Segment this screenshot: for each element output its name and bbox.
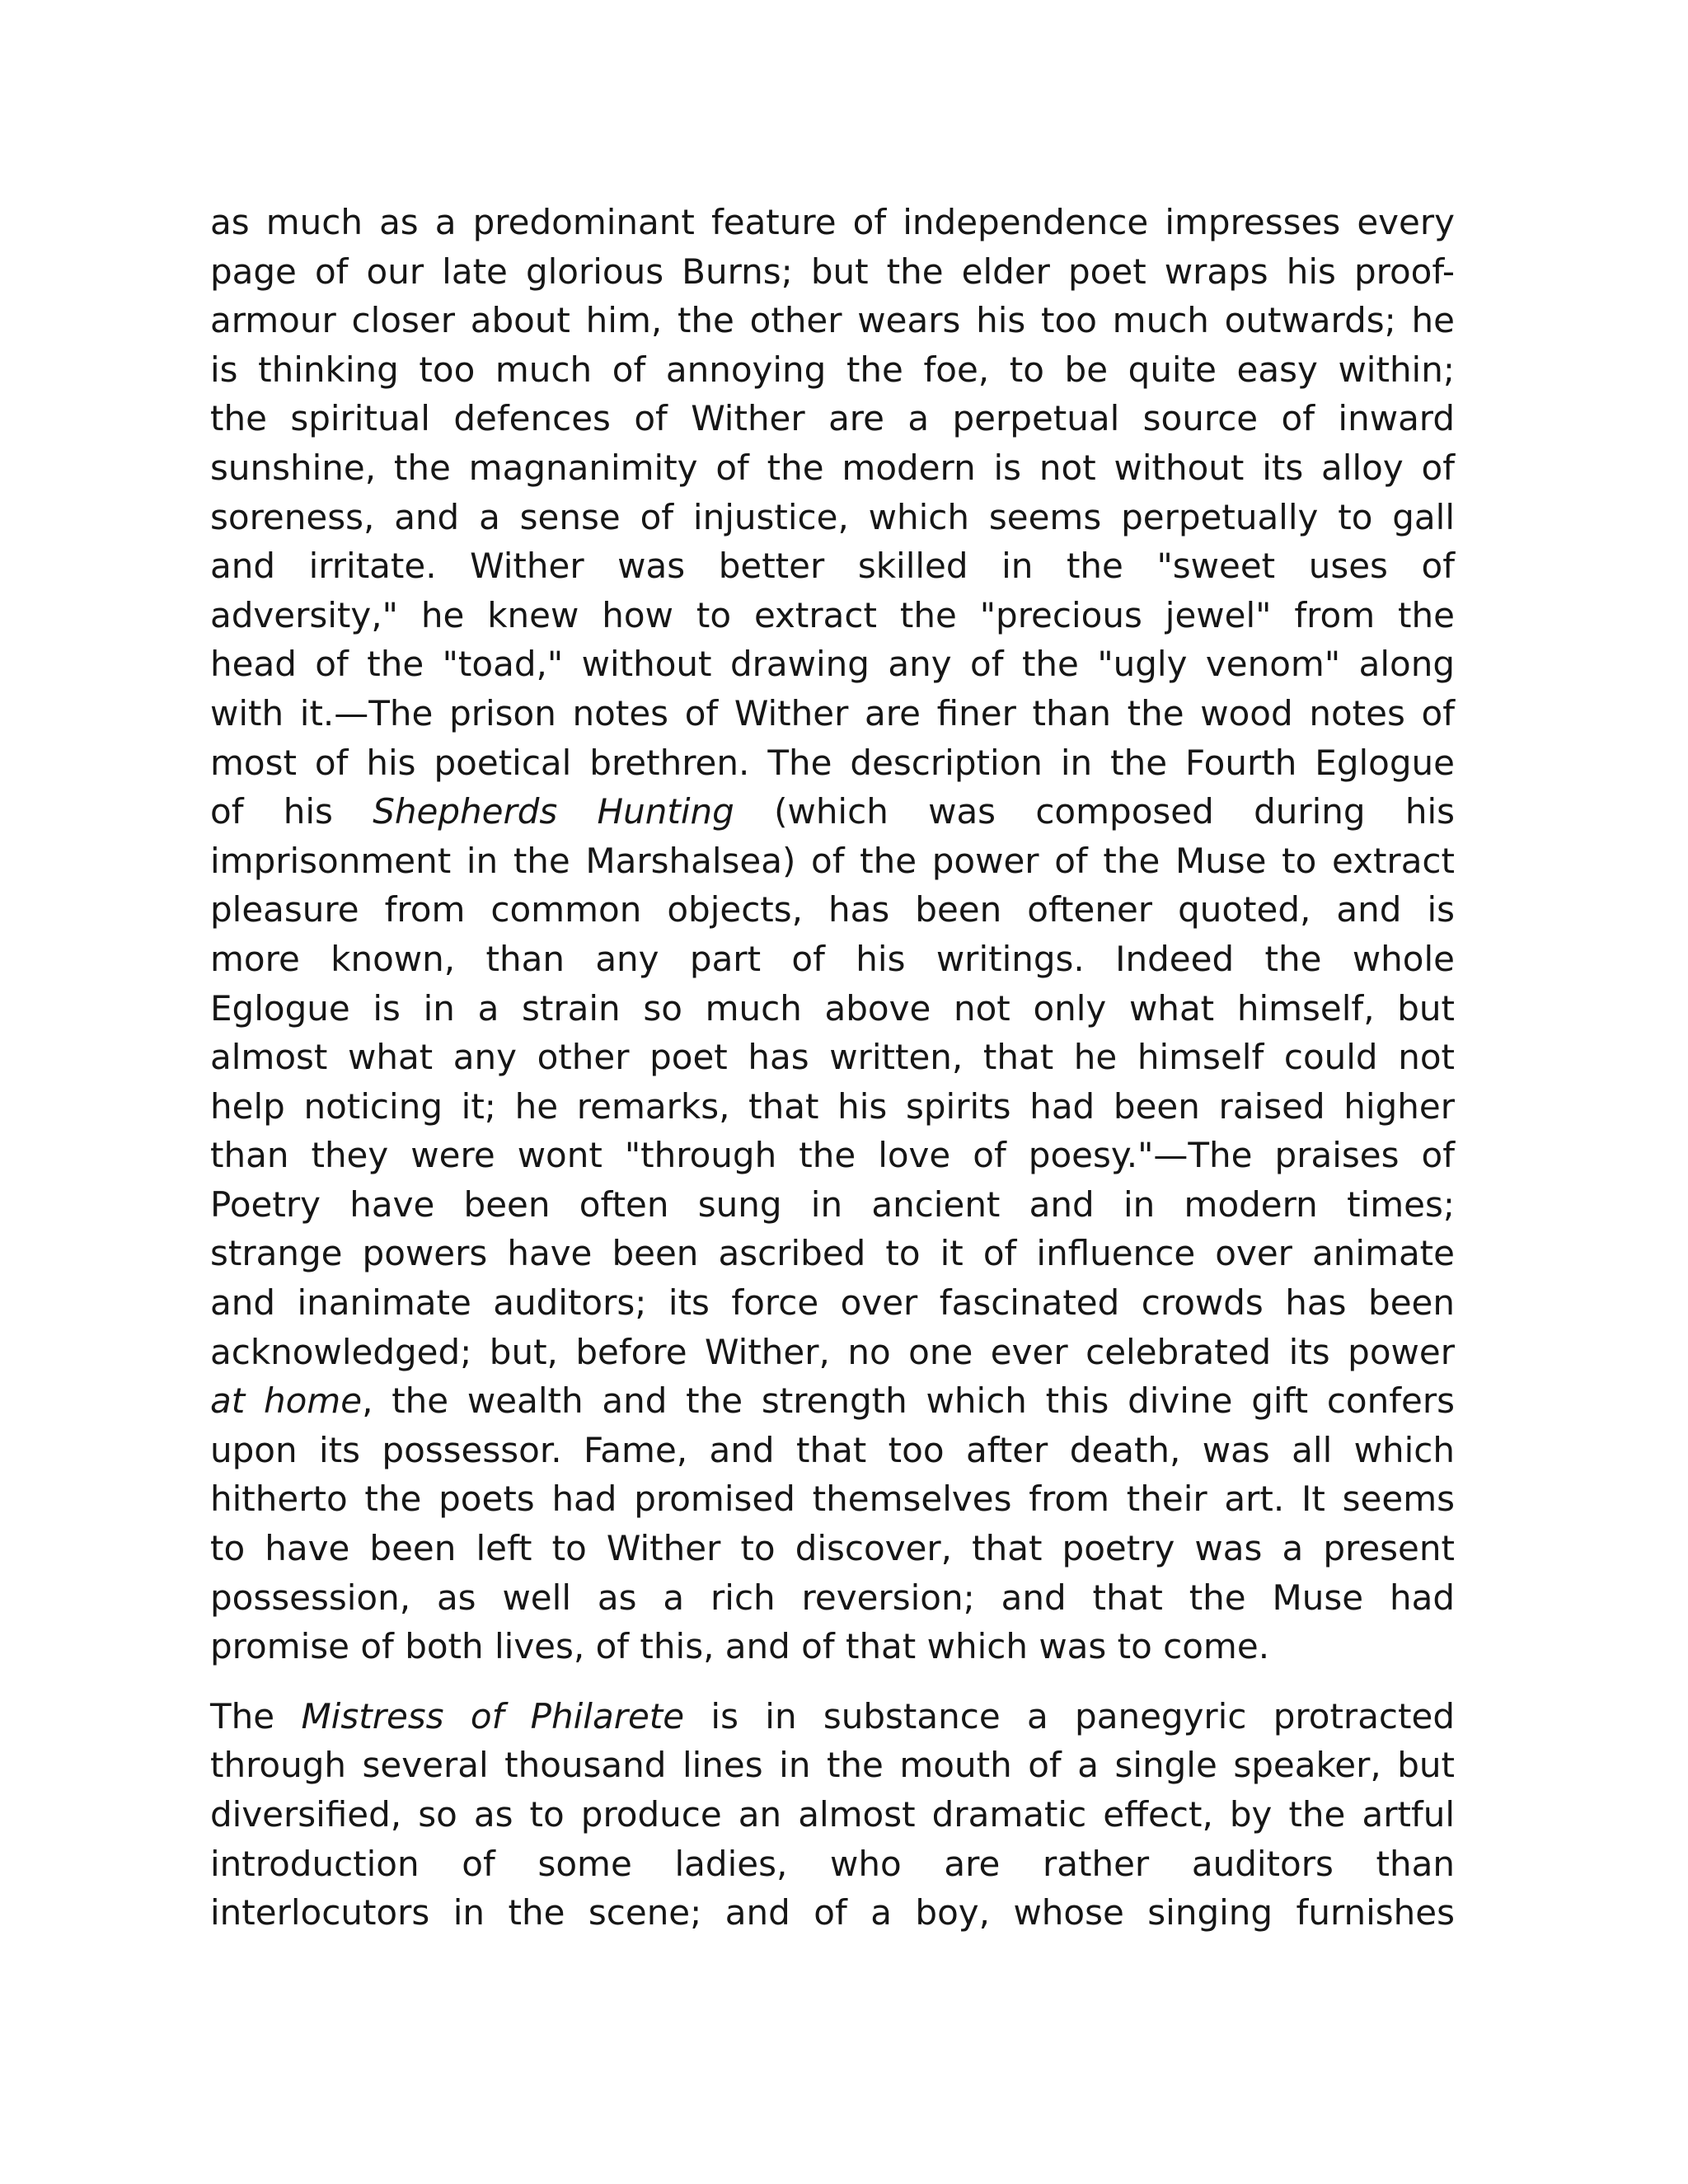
text-segment: soreness, and a sense of injustice, which seems perpetually to gall xyxy=(210,496,1455,537)
text-segment: sunshine, the magnanimity of the modern is not without its alloy of xyxy=(210,447,1455,488)
text-line xyxy=(210,640,1455,689)
text-segment: adversity," he knew how to extract the "precious jewel" from the xyxy=(210,594,1455,635)
text-line xyxy=(210,591,1455,640)
text-line xyxy=(210,247,1455,297)
text-line xyxy=(210,1131,1455,1180)
text-segment: through several thousand lines in the mouth of a single speaker, but xyxy=(210,1745,1455,1786)
text-segment: The xyxy=(210,1695,302,1736)
text-line xyxy=(210,1692,1455,1741)
text-segment: upon its possessor. Fame, and that too after death, was all which xyxy=(210,1429,1455,1470)
text-segment: of his xyxy=(210,791,373,832)
text-line xyxy=(210,935,1455,984)
text-line xyxy=(210,1888,1455,1938)
paragraph-2 xyxy=(210,1692,1455,1938)
text-line xyxy=(210,1524,1455,1573)
text-segment: acknowledged; but, before Wither, no one ever celebrated its power xyxy=(210,1331,1455,1372)
text-line xyxy=(210,1474,1455,1524)
text-segment: more known, than any part of his writings. Indeed the whole xyxy=(210,938,1455,979)
text-segment: to have been left to Wither to discover, that poetry was a present xyxy=(210,1528,1455,1569)
text-segment: interlocutors in the scene; and of a boy, whose singing furnishes xyxy=(210,1892,1455,1933)
text-segment: most of his poetical brethren. The description in the Fourth Eglogue xyxy=(210,742,1455,783)
text-segment: is thinking too much of annoying the foe, to be quite easy within; xyxy=(210,349,1455,390)
text-line xyxy=(210,787,1455,837)
text-segment: hitherto the poets had promised themselves from their art. It seems xyxy=(210,1479,1455,1520)
text-line xyxy=(210,1328,1455,1377)
text-segment: pleasure from common objects, has been oftener quoted, and is xyxy=(210,889,1455,930)
text-line xyxy=(210,1082,1455,1132)
italic-title: Mistress of Philarete xyxy=(301,1695,685,1736)
text-line xyxy=(210,837,1455,886)
text-line xyxy=(210,1180,1455,1230)
text-line xyxy=(210,1790,1455,1840)
text-line xyxy=(210,1229,1455,1278)
text-segment: help noticing it; he remarks, that his spirits had been raised higher xyxy=(210,1085,1455,1127)
text-line xyxy=(210,394,1455,443)
text-line xyxy=(210,689,1455,738)
text-segment: and irritate. Wither was better skilled in the "sweet uses of xyxy=(210,546,1455,587)
paragraph-1 xyxy=(210,198,1455,1671)
text-segment: and inanimate auditors; its force over fascinated crowds has been xyxy=(210,1282,1455,1324)
text-segment: as much as a predominant feature of independence impresses every xyxy=(210,202,1455,242)
text-line xyxy=(210,1741,1455,1790)
text-segment: possession, as well as a rich reversion; and that the Muse had xyxy=(210,1577,1455,1618)
text-segment: imprisonment in the Marshalsea) of the power of the Muse to extract xyxy=(210,840,1455,881)
text-segment: , the wealth and the strength which this divine gift confers xyxy=(362,1380,1456,1422)
text-segment: almost what any other poet has written, that he himself could not xyxy=(210,1037,1455,1078)
text-segment: diversified, so as to produce an almost dramatic effect, by the artful xyxy=(210,1794,1455,1835)
text-segment: head of the "toad," without drawing any of the "ugly venom" along xyxy=(210,644,1455,685)
text-line xyxy=(210,1376,1455,1426)
text-segment: strange powers have been ascribed to it of influence over animate xyxy=(210,1233,1455,1274)
text-segment: the spiritual defences of Wither are a perpetual source of inward xyxy=(210,398,1455,439)
text-line xyxy=(210,1840,1455,1889)
text-line xyxy=(210,345,1455,395)
text-line xyxy=(210,443,1455,493)
text-line xyxy=(210,198,1455,247)
text-segment: is in substance a panegyric protracted xyxy=(684,1695,1455,1736)
text-line xyxy=(210,1033,1455,1082)
text-line xyxy=(210,1573,1455,1623)
text-line xyxy=(210,296,1455,345)
italic-title: Shepherds Hunting xyxy=(373,791,734,832)
text-line xyxy=(210,885,1455,935)
text-line xyxy=(210,738,1455,788)
italic-title: at home xyxy=(210,1380,363,1422)
text-segment: armour closer about him, the other wears his too much outwards; he xyxy=(210,300,1455,341)
text-line xyxy=(210,541,1455,591)
text-segment: with it.—The prison notes of Wither are finer than the wood notes of xyxy=(210,692,1455,733)
text-segment: (which was composed during his xyxy=(734,791,1456,832)
text-segment: promise of both lives, of this, and of that which was to come. xyxy=(210,1626,1270,1667)
text-line xyxy=(210,1278,1455,1328)
document-page xyxy=(210,198,1455,1938)
text-segment: than they were wont "through the love of poesy."—The praises of xyxy=(210,1135,1455,1176)
text-segment: Eglogue is in a strain so much above not only what himself, but xyxy=(210,987,1455,1029)
text-line xyxy=(210,1426,1455,1475)
text-segment: introduction of some ladies, who are rather auditors than xyxy=(210,1843,1455,1884)
text-line xyxy=(210,493,1455,542)
text-line xyxy=(210,984,1455,1033)
text-segment: Poetry have been often sung in ancient and in modern times; xyxy=(210,1183,1455,1225)
text-segment: page of our late glorious Burns; but the elder poet wraps his proof- xyxy=(210,251,1455,292)
text-line xyxy=(210,1622,1455,1671)
